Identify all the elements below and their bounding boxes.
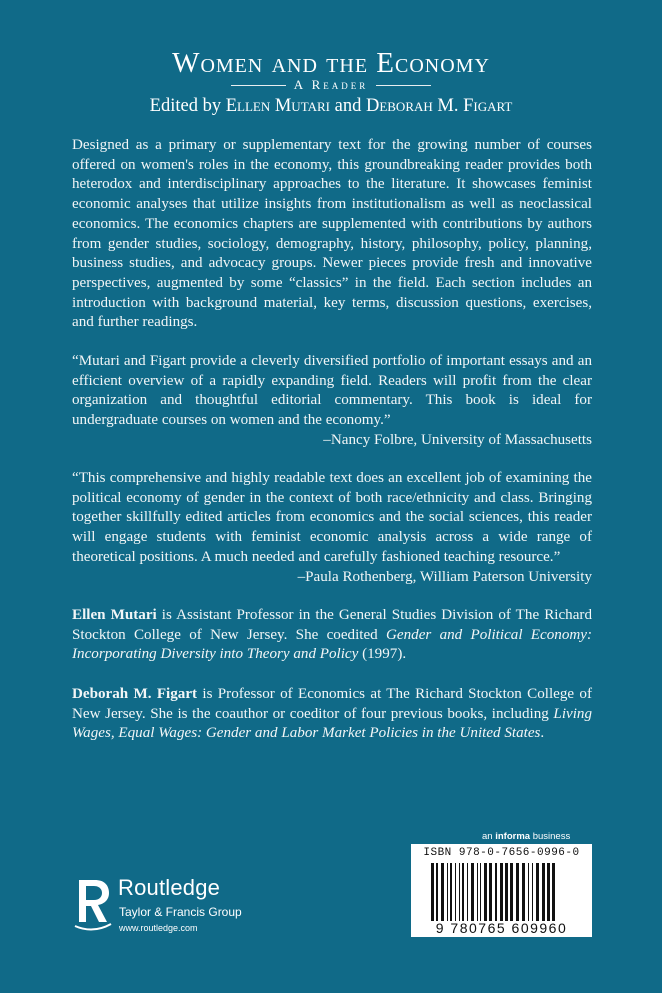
barcode-bar	[459, 863, 460, 921]
barcode-bar	[467, 863, 468, 921]
editor-1-bio-name: Ellen Mutari	[72, 607, 157, 623]
barcode-bar	[552, 863, 555, 921]
barcode-bar	[489, 863, 492, 921]
editor-2-bio	[72, 685, 592, 744]
editors-line	[0, 96, 662, 117]
barcode-bar	[522, 863, 525, 921]
editor-1-bio-end: (1997).	[358, 646, 407, 663]
endorsement-2-text: “This comprehensive and highly readable text does an excellent job of examining the political economy of gender in the context of both race/ethnicity and class. Bringing together skillfully edited articles from economics and the social sciences, this reader will engage students with feminist economic analysis across a wide range of theoretical positions. A much needed and carefully fashioned teaching resource.”	[72, 470, 592, 565]
editor-1-name: Ellen Mutari	[225, 96, 330, 116]
endorsement-1	[72, 352, 592, 451]
editor-1-bio-book: Gender and Political Economy: Incorporating Diversity into Theory and Policy	[72, 626, 592, 663]
barcode-bar	[431, 863, 434, 921]
editors-prefix: Edited by	[149, 96, 222, 116]
barcode-bar	[528, 863, 529, 921]
informa-suffix: business	[532, 831, 571, 842]
barcode-bar	[450, 863, 452, 921]
routledge-logo	[73, 874, 273, 944]
publisher-name: Routledge	[118, 875, 221, 900]
barcode-bar	[484, 863, 487, 921]
isbn-label: ISBN 978-0-7656-0996-0	[423, 847, 580, 859]
barcode-bar	[480, 863, 481, 921]
barcode-bar	[471, 863, 474, 921]
informa-business-tag	[482, 831, 570, 842]
book-description: Designed as a primary or supplementary text for the growing number of courses offered on women's roles in the economy, this groundbreaking reader provides both heterodox and interdisciplinary approaches to the literature. It showcases feminist economic analyses that utilize insights from institutionalism as well as neoclassical economics. The economics chapters are supplemented with contributions by authors from gender studies, sociology, demography, history, philosophy, policy, planning, business studies, and advocacy groups. Newer pieces provide fresh and innovative perspectives, augmented by some “classics” in the field. Each section includes an introduction with background material, key terms, discussion questions, exercises, and further readings.	[72, 137, 592, 331]
informa-prefix: an	[482, 831, 493, 842]
subtitle-right-rule	[376, 85, 431, 86]
publisher-url[interactable]: www.routledge.com	[119, 923, 198, 933]
isbn-barcode	[411, 844, 592, 937]
barcode-bar	[536, 863, 539, 921]
editor-2-bio-name: Deborah M. Figart	[72, 686, 198, 702]
informa-brand: informa	[495, 831, 531, 842]
endorsement-1-text: “Mutari and Figart provide a cleverly diversified portfolio of important essays and an efficient overview of a rapidly expanding field. Readers will profit from the clear organization and thoughtful editorial commentary. This book is ideal for undergraduate courses on women and the economy.”	[72, 353, 592, 429]
barcode-bar	[510, 863, 513, 921]
barcode-bar	[542, 863, 545, 921]
subtitle-left-rule	[231, 85, 286, 86]
barcode-bar	[441, 863, 444, 921]
barcode-bar	[455, 863, 456, 921]
editor-2-bio-end: .	[540, 725, 545, 742]
barcode-bar	[516, 863, 519, 921]
barcode-bar	[477, 863, 478, 921]
subtitle-row	[0, 77, 662, 93]
barcode-bar	[500, 863, 503, 921]
barcode-bar	[547, 863, 550, 921]
barcode-bar	[447, 863, 448, 921]
barcode-bar	[532, 863, 533, 921]
barcode-bar	[505, 863, 508, 921]
editors-join: and	[334, 96, 362, 116]
editor-1-bio-text: is Assistant Professor in the General Studies Division of The Richard Stockton College of New Jersey. She coedited	[72, 607, 592, 643]
publisher-group: Taylor & Francis Group	[119, 905, 242, 919]
barcode-bar	[495, 863, 497, 921]
editor-1-bio	[72, 606, 592, 665]
endorsement-2-attribution: –Paula Rothenberg, William Paterson University	[297, 568, 592, 585]
endorsement-2	[72, 469, 592, 587]
editor-2-bio-book: Living Wages, Equal Wages: Gender and Labor Market Policies in the United States	[72, 705, 592, 742]
barcode-bars	[429, 863, 585, 921]
barcode-bar	[436, 863, 438, 921]
endorsement-1-attribution: –Nancy Folbre, University of Massachusetts	[323, 431, 592, 448]
book-subtitle: A Reader	[293, 77, 369, 92]
book-title: Women and the Economy	[172, 47, 490, 79]
barcode-bar	[462, 863, 464, 921]
routledge-r-icon	[73, 876, 113, 932]
barcode-digits: 9 780765 609960	[435, 920, 568, 936]
editor-2-name: Deborah M. Figart	[365, 96, 513, 116]
editor-2-bio-text: is Professor of Economics at The Richard Stockton College of New Jersey. She is the coauthor or coeditor of four previous books, including	[72, 686, 593, 722]
